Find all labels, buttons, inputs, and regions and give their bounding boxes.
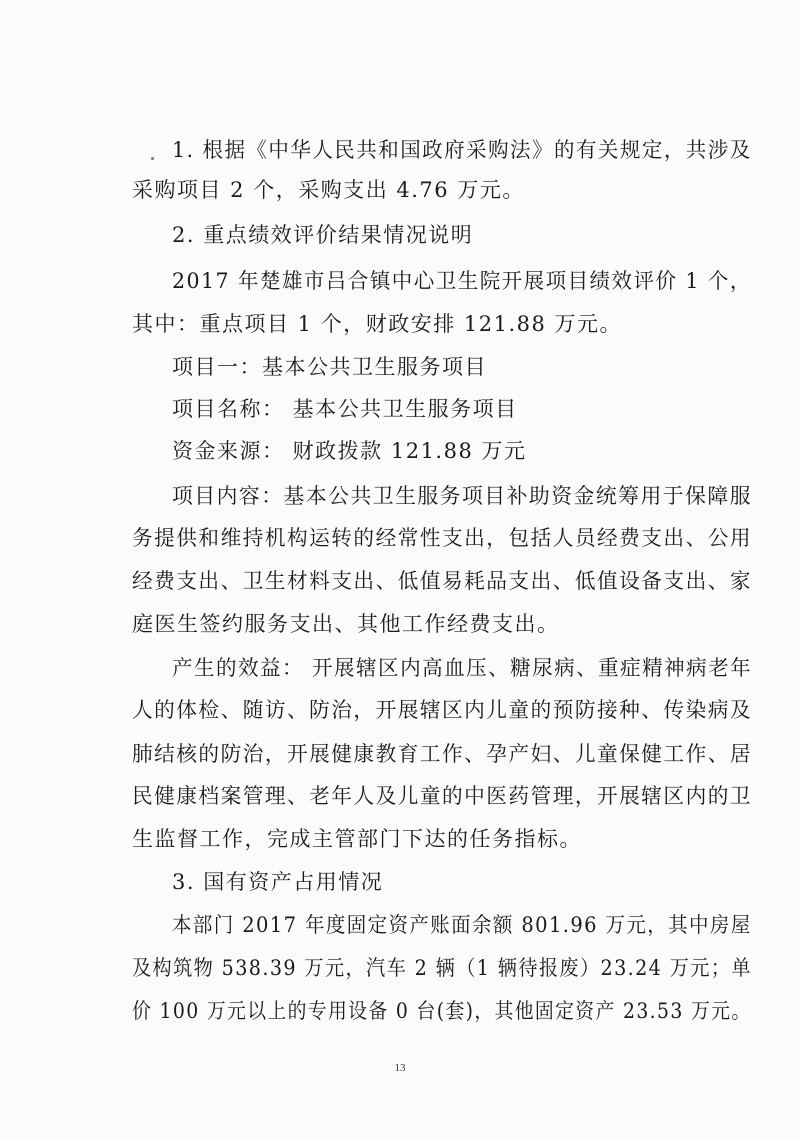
paragraph-line: 资金来源： 财政拨款 121.88 万元 (172, 439, 527, 463)
paragraph-line: 经费支出、卫生材料支出、低值易耗品支出、低值设备支出、家 (132, 569, 752, 593)
paragraph-line: 2017 年楚雄市吕合镇中心卫生院开展项目绩效评价 1 个， (172, 269, 752, 293)
scan-speck (151, 157, 154, 160)
paragraph-line: 民健康档案管理、老年人及儿童的中医药管理，开展辖区内的卫 (132, 784, 752, 808)
paragraph-line: 项目名称： 基本公共卫生服务项目 (172, 397, 518, 421)
paragraph-line: 价 100 万元以上的专用设备 0 台(套)，其他固定资产 23.53 万元。 (132, 999, 752, 1023)
paragraph-line: 生监督工作，完成主管部门下达的任务指标。 (132, 827, 582, 851)
paragraph-line: 项目内容：基本公共卫生服务项目补助资金统筹用于保障服 (172, 484, 752, 508)
paragraph-line: 1. 根据《中华人民共和国政府采购法》的有关规定，共涉及 (172, 138, 752, 162)
paragraph-line: 及构筑物 538.39 万元，汽车 2 辆（1 辆待报废）23.24 万元；单 (132, 956, 752, 980)
section-heading: 2. 重点绩效评价结果情况说明 (172, 223, 474, 247)
paragraph-line: 采购项目 2 个，采购支出 4.76 万元。 (132, 178, 525, 202)
paragraph-line: 本部门 2017 年度固定资产账面余额 801.96 万元，其中房屋 (172, 913, 752, 937)
section-heading: 3. 国有资产占用情况 (172, 870, 384, 894)
paragraph-line: 产生的效益： 开展辖区内高血压、糖尿病、重症精神病老年 (172, 656, 753, 680)
page-number: 13 (394, 1062, 406, 1074)
paragraph-line: 务提供和维持机构运转的经常性支出，包括人员经费支出、公用 (132, 526, 752, 550)
paragraph-line: 肺结核的防治，开展健康教育工作、孕产妇、儿童保健工作、居 (132, 742, 752, 766)
paragraph-line: 其中：重点项目 1 个，财政安排 121.88 万元。 (132, 312, 623, 336)
paragraph-line: 人的体检、随访、防治，开展辖区内儿童的预防接种、传染病及 (132, 698, 752, 722)
paragraph-line: 庭医生签约服务支出、其他工作经费支出。 (132, 612, 560, 636)
paragraph-line: 项目一：基本公共卫生服务项目 (172, 355, 487, 379)
